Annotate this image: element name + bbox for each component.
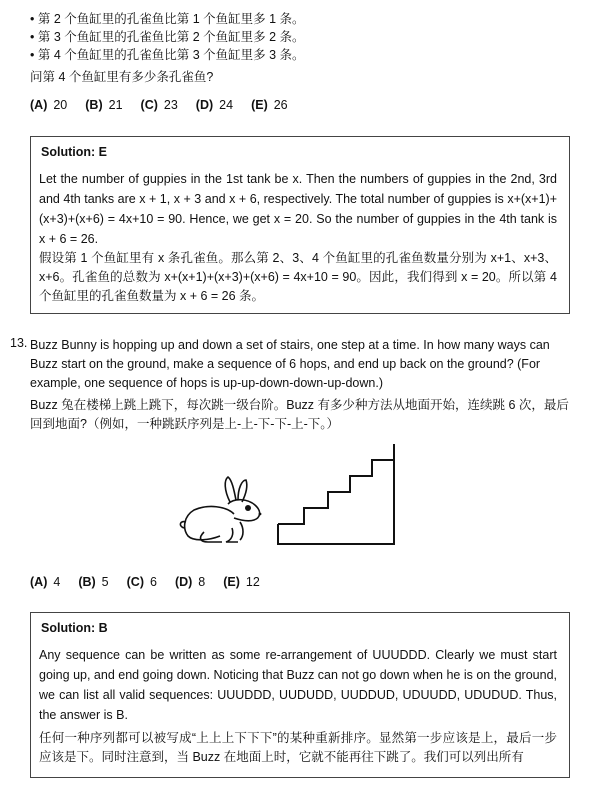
solution-chinese: 假设第 1 个鱼缸里有 x 条孔雀鱼。那么第 2、3、4 个鱼缸里的孔雀鱼数量分别为 x+1、x+3、x+6。孔雀鱼的总数为 x+(x+1)+(x+3)+(x+6) = 4x+10 = 90。因此，我们得到 x = 20。所以第 4 个鱼缸里的孔雀鱼数量为 x + 6 = 26 条。 <box>39 251 557 303</box>
question-chinese: Buzz 兔在楼梯上跳上跳下，每次跳一级台阶。Buzz 有多少种方法从地面开始，连续跳 6 次，最后回到地面?（例如，一种跳跃序列是上-上-下-下-上-下。） <box>30 398 569 431</box>
q13-choices <box>30 575 260 589</box>
q13-choice-a[interactable]: (A) 4 <box>30 575 61 589</box>
solution-english: Any sequence can be written as some re-arrangement of UUUDDD. Clearly we must start going up, and end going down. Noticing that Buzz can not go down when he is on the ground, we can list all valid sequences: UUUDDD, UUDUDD, UUDDUD, UDUUDD, UDUDUD. Thus, the answer is B. <box>39 648 557 722</box>
q12-choice-c[interactable]: (C) 23 <box>140 98 178 112</box>
q13-choice-d[interactable]: (D) 8 <box>174 575 206 589</box>
q12-choice-a[interactable]: (A) 20 <box>30 98 68 112</box>
q12-choices <box>30 98 288 112</box>
solution-box-1 <box>30 136 570 314</box>
q13-choice-c[interactable]: (C) 6 <box>126 575 157 589</box>
q12-choice-e[interactable]: (E) 26 <box>251 98 288 112</box>
question-number: 13. <box>10 336 28 350</box>
solution-english: Let the number of guppies in the 1st tank be x. Then the numbers of guppies in the 2nd, 3rd and 4th tanks are x + 1, x + 3 and x + 6, respectively. The total number of guppies is x+(x+1)+(x+3)+(x+6) = 4x+10 = 90. Hence, we get x = 20. So the number of guppies in the 4th tank is x + 6 = 26. <box>39 172 557 246</box>
bunny-illustration <box>176 474 272 546</box>
solution-box-2 <box>30 612 570 778</box>
condition-bullet-3: • 第 4 个鱼缸里的孔雀鱼比第 3 个鱼缸里多 3 条。 <box>30 48 305 62</box>
q13-choice-b[interactable]: (B) 5 <box>78 575 109 589</box>
q12-question: 问第 4 个鱼缸里有多少条孔雀鱼? <box>30 70 214 84</box>
stairs-illustration <box>270 440 404 550</box>
condition-bullet-1: • 第 2 个鱼缸里的孔雀鱼比第 1 个鱼缸里多 1 条。 <box>30 12 305 26</box>
condition-bullet-2: • 第 3 个鱼缸里的孔雀鱼比第 2 个鱼缸里多 2 条。 <box>30 30 305 44</box>
q13-choice-e[interactable]: (E) 12 <box>223 575 260 589</box>
question-english: Buzz Bunny is hopping up and down a set of stairs, one step at a time. In how many ways can Buzz start on the ground, make a sequence of 6 hops, and end up back on the ground? (For example, one sequence of hops is up-up-down-down-up-down.) <box>30 338 550 390</box>
solution-title: Solution: B <box>41 621 108 635</box>
solution-title: Solution: E <box>41 145 107 159</box>
q12-choice-d[interactable]: (D) 24 <box>195 98 234 112</box>
q12-choice-b[interactable]: (B) 21 <box>85 98 123 112</box>
condition-list <box>30 10 305 64</box>
solution-chinese: 任何一种序列都可以被写成“上上上下下下”的某种重新排序。显然第一步应该是上，最后一步应该是下。同时注意到，当 Buzz 在地面上时，它就不能再往下跳了。我们可以列出所有 <box>39 731 557 764</box>
